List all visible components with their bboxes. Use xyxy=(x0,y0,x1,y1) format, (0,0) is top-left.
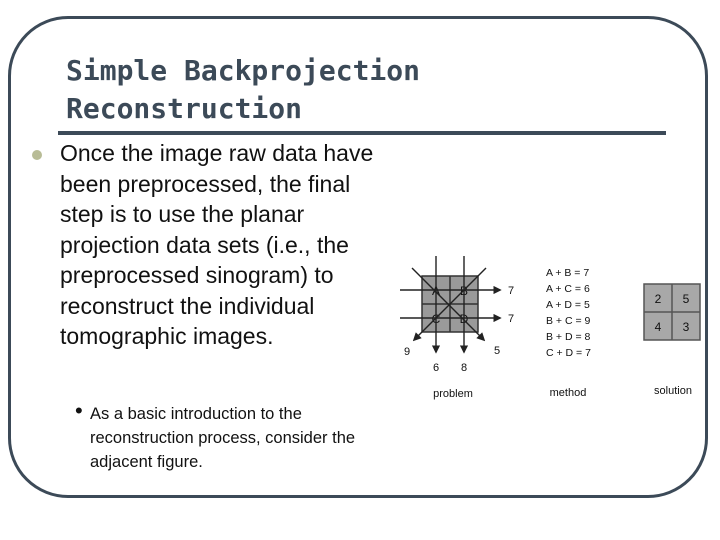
diag-sum-left: 9 xyxy=(403,346,411,358)
title-underline xyxy=(58,131,666,135)
equation-2: A + C = 6 xyxy=(546,283,590,295)
problem-cell-a: A xyxy=(431,284,441,298)
sub-bullet-text: As a basic introduction to the reconstruction process, consider the adjacent figure. xyxy=(90,405,356,471)
solution-cell-a: 2 xyxy=(654,292,662,306)
col-sum-1: 6 xyxy=(432,362,440,374)
bullet-text: Once the image raw data have been preprocessed, the final step is to use the planar projection data sets (i.e., the preprocessed sinogram) to reconstruct the individual tomographic images. xyxy=(60,140,374,349)
sub-bullet-marker: • xyxy=(75,398,83,423)
figure-svg xyxy=(396,248,710,408)
solution-cell-c: 4 xyxy=(654,320,662,334)
solution-cell-d: 3 xyxy=(682,320,690,334)
row-sum-2: 7 xyxy=(508,313,515,325)
solution-cell-b: 5 xyxy=(682,292,690,306)
equation-1: A + B = 7 xyxy=(546,267,590,279)
method-label: method xyxy=(549,387,587,399)
slide-title: Simple Backprojection Reconstruction xyxy=(66,54,421,125)
problem-cell-b: B xyxy=(459,284,469,298)
row-sum-1: 7 xyxy=(508,285,515,297)
backprojection-figure xyxy=(396,248,710,408)
equation-5: B + D = 8 xyxy=(546,331,591,343)
equation-3: A + D = 5 xyxy=(546,299,590,311)
solution-label: solution xyxy=(654,385,692,397)
solution-grid xyxy=(644,284,700,340)
equation-6: C + D = 7 xyxy=(546,347,591,359)
method-equations xyxy=(546,267,591,359)
problem-cell-c: C xyxy=(431,312,441,326)
projection-arrows xyxy=(400,256,500,352)
col-sum-2: 8 xyxy=(460,362,468,374)
diag-sum-right: 5 xyxy=(493,345,501,357)
problem-cell-d: D xyxy=(459,312,469,326)
bullet-marker xyxy=(32,150,42,160)
equation-4: B + C = 9 xyxy=(546,315,591,327)
problem-label: problem xyxy=(433,388,473,400)
